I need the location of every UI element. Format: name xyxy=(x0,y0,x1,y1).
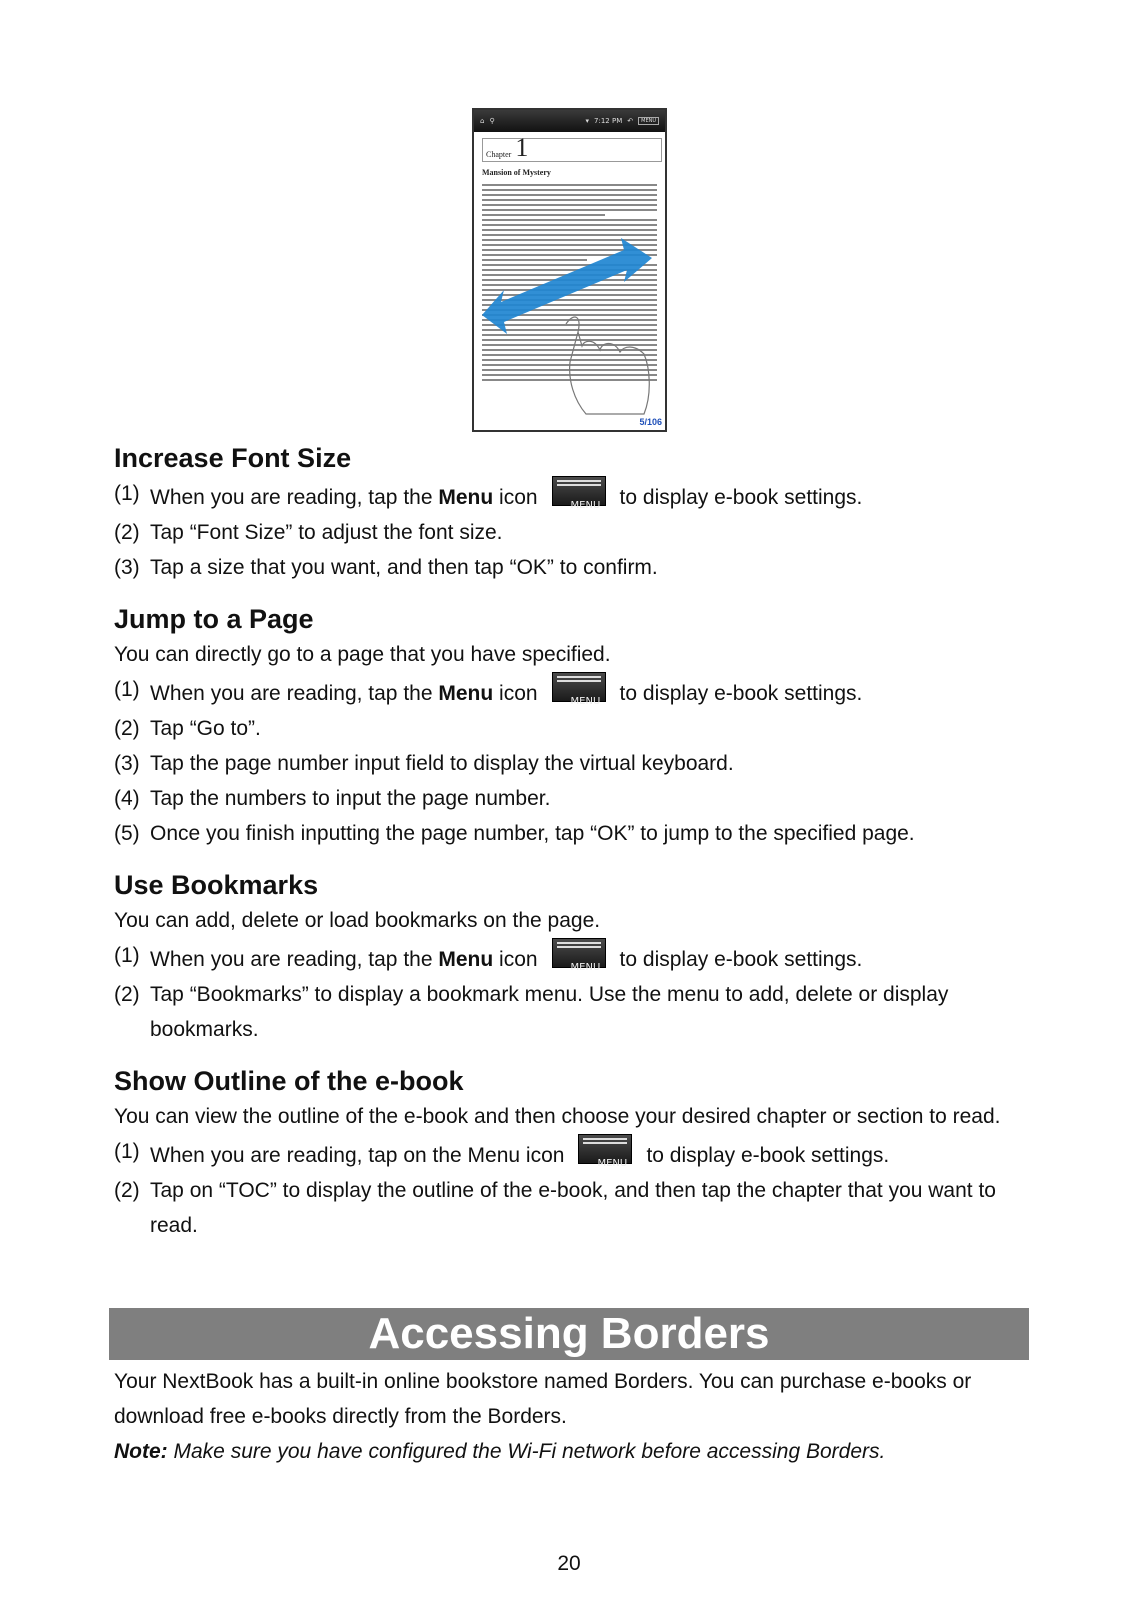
step-item: (1) When you are reading, tap on the Menu icon MENU to display e-book settings. xyxy=(114,1134,1034,1173)
section-jump-to-page xyxy=(114,601,1034,851)
usb-icon: ⚲ xyxy=(489,117,495,125)
section-intro: You can add, delete or load bookmarks on the page. xyxy=(114,909,601,932)
step-item: (4) Tap the numbers to input the page number. xyxy=(114,787,551,810)
note xyxy=(114,1434,1034,1469)
step-item: (2) Tap “Font Size” to adjust the font size. xyxy=(114,521,503,544)
instructions xyxy=(114,440,1034,1253)
menu-icon: MENU xyxy=(578,1134,632,1164)
device-page-indicator: 5/106 xyxy=(639,417,662,427)
home-icon: ⌂ xyxy=(480,117,485,125)
page-number: 20 xyxy=(557,1552,581,1575)
step-item: (2) Tap “Go to”. xyxy=(114,717,261,740)
step-item: (3) Tap a size that you want, and then tap “OK” to confirm. xyxy=(114,556,658,579)
wifi-icon: ▾ xyxy=(585,117,590,125)
borders-paragraph: Your NextBook has a built-in online bookstore named Borders. You can purchase e-books or download free e-books directly from the Borders. xyxy=(114,1370,972,1428)
section-heading: Jump to a Page xyxy=(114,604,314,634)
step-item: (5) Once you finish inputting the page number, tap “OK” to jump to the specified page. xyxy=(114,822,915,845)
borders-intro xyxy=(114,1364,1034,1469)
menu-icon: MENU xyxy=(552,938,606,968)
section-heading: Show Outline of the e-book xyxy=(114,1066,464,1096)
book-title: Mansion of Mystery xyxy=(482,168,551,177)
double-arrow-icon xyxy=(482,238,652,334)
note-text: Make sure you have configured the Wi-Fi network before accessing Borders. xyxy=(167,1440,886,1463)
step-item: (1) When you are reading, tap the Menu icon MENU to display e-book settings. xyxy=(114,476,1034,515)
back-icon: ↶ xyxy=(627,117,634,125)
status-menu-icon: MENU xyxy=(638,117,659,125)
step-item: (2) Tap “Bookmarks” to display a bookmark menu. Use the menu to add, delete or display bookmarks. xyxy=(114,983,949,1041)
hand-icon xyxy=(566,317,649,414)
swipe-gesture-illustration xyxy=(474,132,667,432)
device-status-bar xyxy=(474,110,665,132)
note-label: Note: xyxy=(114,1440,168,1463)
section-intro: You can directly go to a page that you have specified. xyxy=(114,643,611,666)
chapter-number: 1 xyxy=(515,133,529,162)
step-item: (3) Tap the page number input field to display the virtual keyboard. xyxy=(114,752,734,775)
menu-icon: MENU xyxy=(552,476,606,506)
section-heading: Increase Font Size xyxy=(114,443,352,473)
device-screenshot xyxy=(472,108,667,432)
menu-icon: MENU xyxy=(552,672,606,702)
section-show-outline xyxy=(114,1063,1034,1243)
section-heading: Use Bookmarks xyxy=(114,870,319,900)
status-time: 7:12 PM xyxy=(594,117,623,125)
chapter-word: Chapter xyxy=(486,150,512,159)
section-intro: You can view the outline of the e-book and then choose your desired chapter or section to read. xyxy=(114,1105,1001,1128)
step-item: (1) When you are reading, tap the Menu icon MENU to display e-book settings. xyxy=(114,938,1034,977)
step-item: (2) Tap on “TOC” to display the outline of the e-book, and then tap the chapter that you want to read. xyxy=(114,1179,996,1237)
step-item: (1) When you are reading, tap the Menu icon MENU to display e-book settings. xyxy=(114,672,1034,711)
section-increase-font-size xyxy=(114,440,1034,585)
chapter-banner: Accessing Borders xyxy=(109,1308,1029,1360)
section-use-bookmarks xyxy=(114,867,1034,1047)
